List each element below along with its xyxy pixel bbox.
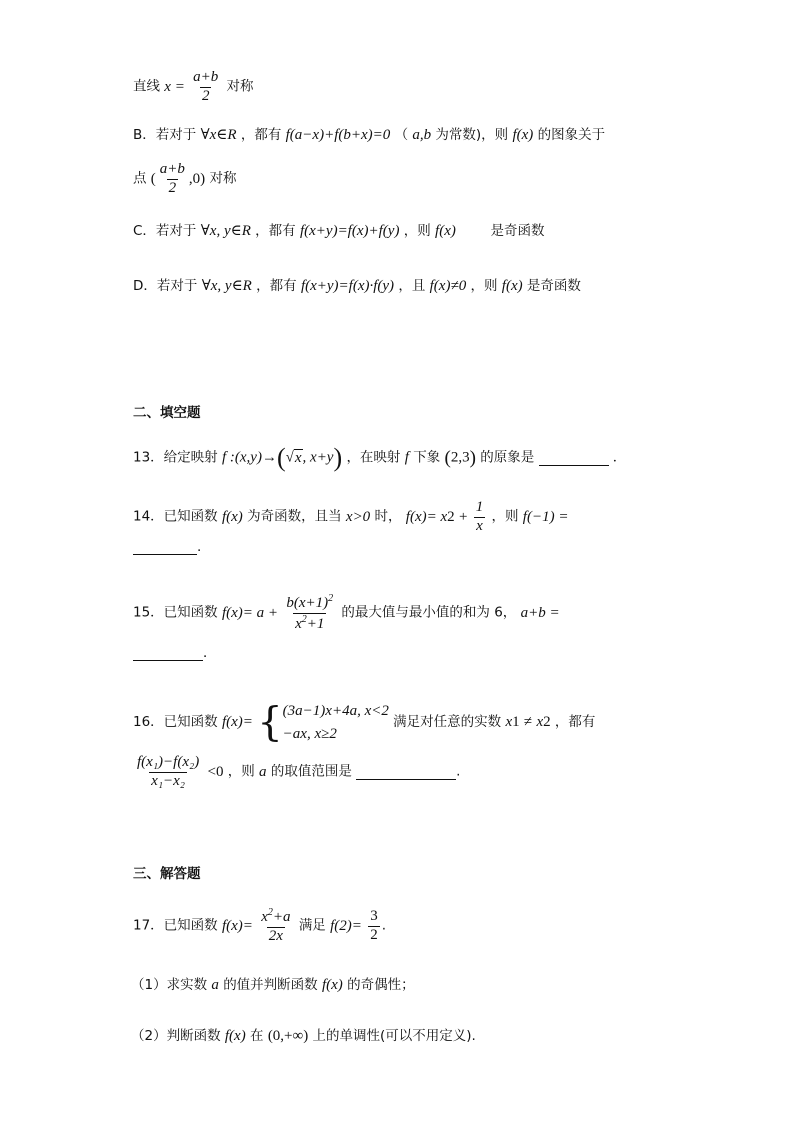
formula: f(x) [435, 223, 456, 239]
q12-option-b [133, 128, 605, 143]
text: 对称 [226, 78, 254, 95]
sqrt-radicand: x [294, 449, 302, 466]
formula: <0 [207, 763, 224, 780]
question-15 [133, 594, 560, 633]
formula: ( [150, 170, 156, 187]
answer-blank[interactable] [133, 540, 197, 555]
paren-close: ) [333, 443, 343, 472]
part-label: （2）判断函数 [131, 1027, 221, 1044]
formula: f(2)= [330, 917, 362, 934]
text: 的奇偶性； [347, 976, 415, 993]
subscript: 2 [543, 714, 551, 730]
paren-open: ( [444, 447, 451, 469]
formula: ≠ [523, 714, 533, 730]
part-label: （1）求实数 [131, 976, 208, 993]
formula: ∀x, y∈R [200, 223, 251, 239]
text: 的值并判断函数 [223, 976, 318, 993]
subscript: 1 [512, 714, 520, 730]
text: ，都有 [554, 713, 596, 730]
question-label: 13．给定映射 [133, 449, 218, 466]
text: . [381, 917, 386, 934]
question-15-answer-line [133, 646, 217, 661]
numerator-text: +a [272, 909, 291, 925]
formula: f(x)= [221, 714, 253, 730]
exponent: 2 [301, 613, 307, 625]
formula: f(x) [221, 508, 243, 525]
question-17-part-1 [131, 978, 415, 993]
fraction-numerator: 3 [370, 908, 378, 924]
formula: (0,+∞) [267, 1028, 309, 1044]
formula: f(x)= x [405, 508, 448, 525]
text: ，则 [470, 277, 498, 294]
text: 上的单调性(可以不用定义). [312, 1027, 476, 1044]
formula: f(x+y)=f(x)·f(y) [300, 278, 395, 294]
formula: , x+y [302, 449, 334, 466]
text: 下象 [413, 449, 441, 466]
q12-option-c [133, 224, 544, 239]
formula: ,0) [188, 170, 206, 187]
text: ，则 [403, 222, 431, 239]
numerator-text: x [261, 909, 268, 925]
exponent: 2 [267, 907, 273, 918]
question-16-continuation [133, 755, 460, 790]
fraction-numerator: a+b [159, 161, 185, 177]
text: ，且 [398, 277, 426, 294]
text: 点 [133, 170, 147, 187]
formula: f(x) [224, 1028, 246, 1044]
text: 是奇函数 [526, 277, 581, 294]
text: ，则 [491, 508, 519, 525]
fraction [368, 909, 380, 944]
piecewise-cases [283, 700, 389, 745]
text: 的图象关于 [537, 126, 606, 143]
question-label: 16．已知函数 [133, 713, 218, 730]
text: 直线 [133, 78, 160, 95]
formula: x = [164, 78, 185, 95]
text: ． [612, 449, 627, 466]
fraction [135, 755, 201, 790]
fraction [284, 594, 335, 633]
paren-open: ( [276, 443, 286, 472]
fraction-numerator: f(x₁)−f(x₂) [137, 754, 200, 770]
formula: 2,3 [450, 449, 470, 466]
formula: f(x) [501, 278, 523, 294]
fraction-denominator: x [476, 517, 483, 534]
fraction-numerator [284, 594, 335, 613]
formula: a [211, 977, 219, 993]
question-label: 17．已知函数 [133, 917, 218, 934]
option-label: C．若对于 [133, 222, 197, 239]
question-label: 14．已知函数 [133, 508, 218, 525]
formula: a+b = [520, 604, 560, 621]
question-label: 15．已知函数 [133, 604, 218, 621]
formula: ∀x∈R [200, 127, 237, 143]
fraction-denominator: 2 [168, 179, 177, 196]
text: 为常数)，则 [435, 126, 509, 143]
text: （ [394, 126, 409, 143]
fraction-numerator [259, 908, 292, 927]
text: ． [203, 644, 217, 661]
question-13 [133, 445, 626, 471]
sqrt-symbol: √ [285, 449, 294, 466]
fraction-denominator: x₁−x₂ [151, 772, 186, 789]
text: 对称 [209, 170, 237, 187]
denominator-text: +1 [306, 615, 325, 632]
q12-option-a-continuation [133, 70, 254, 105]
formula: f :(x,y)→ [221, 449, 277, 466]
numerator-text: b(x+1) [286, 595, 329, 611]
fraction-numerator: a+b [193, 69, 219, 85]
formula: ∀x, y∈R [201, 278, 252, 294]
paren-close: ) [469, 447, 476, 469]
text: . [197, 538, 202, 555]
option-label: B．若对于 [133, 126, 197, 143]
left-brace: { [257, 699, 283, 746]
fraction [158, 162, 187, 197]
answer-blank[interactable] [356, 765, 456, 780]
question-14 [133, 500, 568, 535]
formula: f(x)= a + [221, 604, 279, 621]
denominator-text: x [295, 615, 302, 632]
text: ，都有 [256, 277, 297, 294]
formula: f(x) [512, 127, 534, 143]
text: 是奇函数 [490, 222, 545, 239]
question-17 [133, 908, 386, 945]
text: 时， [374, 508, 402, 525]
case-2: −ax, x≥2 [282, 725, 337, 742]
fraction-denominator: 2x [268, 927, 283, 944]
text: 满足对任意的实数 [393, 713, 502, 730]
text: 的最大值与最小值的和为 6， [341, 604, 517, 621]
formula: x [505, 714, 513, 730]
question-17-part-2 [131, 1029, 476, 1044]
formula: + [458, 508, 468, 525]
formula: x>0 [345, 508, 371, 525]
formula: f(−1) = [522, 508, 569, 525]
answer-blank[interactable] [133, 646, 203, 661]
text: 的原象是 [480, 449, 535, 466]
question-16 [133, 700, 595, 745]
fraction [259, 908, 292, 945]
fraction [474, 500, 486, 535]
fraction-denominator: 2 [370, 926, 378, 943]
fraction [191, 70, 220, 105]
formula: x [536, 714, 544, 730]
formula: a [259, 763, 267, 780]
text: 为奇函数，且当 [247, 508, 342, 525]
q12-option-b-continuation [133, 162, 236, 197]
text: ，都有 [240, 126, 282, 143]
formula: f(x+y)=f(x)+f(y) [299, 223, 400, 239]
exponent: 2 [447, 508, 455, 525]
text: ，则 [227, 763, 255, 780]
formula: f(x)= [221, 917, 253, 934]
section-title-answer: 三、解答题 [133, 866, 201, 882]
fraction-denominator: 2 [201, 87, 210, 104]
text: 在 [250, 1027, 264, 1044]
fraction-denominator [293, 613, 326, 633]
formula: a,b [412, 127, 432, 143]
formula: f(x) [321, 977, 343, 993]
formula: f(a−x)+f(b+x)=0 [285, 127, 391, 143]
case-1: (3a−1)x+4a, x<2 [282, 703, 389, 719]
section-title-fill-in: 二、填空题 [133, 405, 201, 421]
text: 的取值范围是 [270, 763, 352, 780]
text: 满足 [298, 917, 326, 934]
option-label: D．若对于 [133, 277, 198, 294]
formula: f(x)≠0 [429, 278, 467, 294]
exponent: 2 [328, 593, 334, 604]
q12-option-d [133, 279, 581, 294]
answer-blank[interactable] [539, 451, 609, 466]
text: ，都有 [255, 222, 296, 239]
text: . [456, 763, 461, 780]
question-14-answer-line [133, 540, 201, 555]
text: ，在映射 [346, 449, 401, 466]
fraction-numerator: 1 [475, 499, 484, 515]
formula: f [404, 449, 409, 466]
